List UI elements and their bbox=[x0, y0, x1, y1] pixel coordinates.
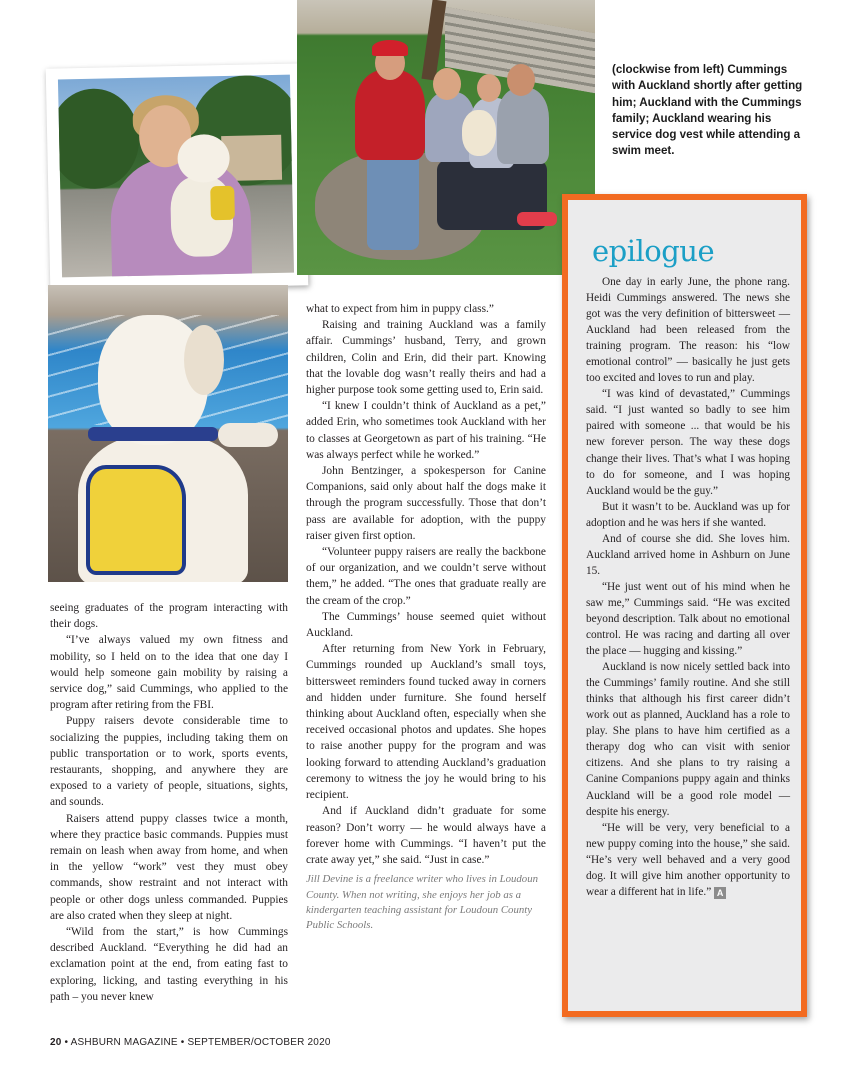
paragraph: And of course she did. She loves him. Auckland arrived home in Ashburn on June 15. bbox=[586, 532, 790, 577]
photo-cummings-with-puppy bbox=[58, 75, 294, 278]
paragraph: Raisers attend puppy classes twice a month, where they practice basic commands. Puppies must remain on leash when away from home, and when in the yellow “work” vest they must obey commands, show restraint and not interact with people or other dogs unless commanded. Puppies are also crated when they sleep at night. bbox=[50, 812, 288, 922]
paragraph: One day in early June, the phone rang. Heidi Cummings answered. The news she got was the very definition of bittersweet — Auckland had been released from the training program. The reason: his “low emotional control” — basically he just gets too excited and loves to run and play. bbox=[586, 276, 790, 385]
author-bio: Jill Devine is a freelance writer who lives in Loudoun County. When not writing, she enjoys her job as a kindergarten teaching assistant for Loudoun County Public Schools. bbox=[306, 873, 538, 932]
page-number: 20 bbox=[50, 1037, 62, 1048]
paragraph: The Cummings’ house seemed quiet without Auckland. bbox=[306, 610, 546, 640]
article-column-left bbox=[50, 600, 288, 1005]
paragraph: “Wild from the start,” is how Cummings described Auckland. “Everything he did had an exclamation point at the end, from eating fast to exploring, licking, and tasting everything in his path – you never knew bbox=[50, 926, 288, 1003]
paragraph-text: “He will be very, very beneficial to a new puppy coming into the house,” she said. “He’s very well behaved and a very good dog. It will give him another opportunity to wear a different hat in life.” bbox=[586, 821, 790, 898]
article-column-middle bbox=[306, 301, 546, 934]
paragraph: Auckland is now nicely settled back into the Cummings’ family routine. And she still thinks that although his first career didn’t work out as planned, Auckland has a role to play. She plans to have him certified as a therapy dog who can visit with senior citizens. And she plans to try raising a Canine Companions puppy again and thinks Auckland will be a good role model — despite his energy. bbox=[586, 661, 790, 818]
paragraph: “Volunteer puppy raisers are really the backbone of our organization, and we couldn’t serve without them,” he added. “The ones that graduate really are the cream of the crop.” bbox=[306, 546, 546, 607]
issue-date: SEPTEMBER/OCTOBER 2020 bbox=[187, 1037, 331, 1048]
paragraph: “He just went out of his mind when he saw me,” Cummings said. “He was excited beyond description. Talk about no emotional control. He was racing and darting all over the place — hugging and kissing.” bbox=[586, 580, 790, 658]
photo-cummings-family bbox=[297, 0, 595, 275]
paragraph: “I’ve always valued my own fitness and mobility, so I held on to the idea that one day I would help someone gain mobility by raising a service dog,” said Cummings, who applied to the program after retiring from the FBI. bbox=[50, 634, 288, 712]
paragraph: And if Auckland didn’t graduate for some reason? Don’t worry — he would always have a forever home with Cummings. “I haven’t put the crate away yet,” she said. “Just in case.” bbox=[306, 805, 546, 866]
end-of-story-icon: A bbox=[714, 887, 726, 899]
paragraph: But it wasn’t to be. Auckland was up for adoption and he was hers if she wanted. bbox=[586, 500, 790, 529]
paragraph: “I was kind of devastated,” Cummings said. “I just wanted so badly to see him paired with someone ... that would be his new forever person. The way these dogs change their lives. That’s what I was hoping to do for someone, and I was hoping Auckland would be the guy.” bbox=[586, 388, 790, 497]
paragraph: John Bentzinger, a spokesperson for Canine Companions, said only about half the dogs make it through the program successfully. Those that don’t pass are available for adoption, with the puppy raiser given first option. bbox=[306, 465, 546, 542]
paragraph: After returning from New York in February, Cummings rounded up Auckland’s small toys, bittersweet reminders found tucked away in corners and hidden under furniture. She found herself thinking about Auckland often, especially when she received occasional photos and updates. She hopes to raise another puppy for the program and was looking forward to attending Auckland’s graduation ceremony to witness the joy he would bring to his recipient. bbox=[306, 643, 546, 802]
epilogue-heading: epilogue bbox=[592, 234, 715, 268]
paragraph: Puppy raisers devote considerable time to socializing the puppies, including taking them on public transportation or to work, sports events, restaurants, shopping, and anywhere they are exposed to a variety of people, situations, sights, and sounds. bbox=[50, 715, 288, 809]
publication-name: ASHBURN MAGAZINE bbox=[70, 1037, 178, 1048]
paragraph-with-end-mark bbox=[586, 820, 790, 900]
photo-caption: (clockwise from left) Cummings with Auckland shortly after getting him; Auckland with the Cummings family; Auckland wearing his service dog vest while attending a swim meet. bbox=[612, 63, 803, 158]
paragraph: “I knew I couldn’t think of Auckland as a pet,” added Erin, who sometimes took Auckland with her to classes at Georgetown as part of his training. “He was always perfect while he worked.” bbox=[306, 400, 546, 461]
epilogue-text bbox=[586, 274, 790, 900]
paragraph: Raising and training Auckland was a family affair. Cummings’ husband, Terry, and grown children, Colin and Erin, did their part. Knowing that the lovable dog wasn’t really theirs and had a higher purpose took some getting used to, Erin said. bbox=[306, 319, 546, 397]
footer-bullet: • bbox=[64, 1037, 69, 1048]
photo-auckland-swim-meet bbox=[48, 285, 288, 582]
footer-bullet: • bbox=[180, 1037, 185, 1048]
photo-frame-cummings-with-puppy bbox=[46, 63, 309, 290]
page-footer bbox=[50, 1037, 331, 1048]
paragraph: seeing graduates of the program interacting with their dogs. bbox=[50, 602, 288, 631]
paragraph: what to expect from him in puppy class.” bbox=[306, 303, 494, 315]
